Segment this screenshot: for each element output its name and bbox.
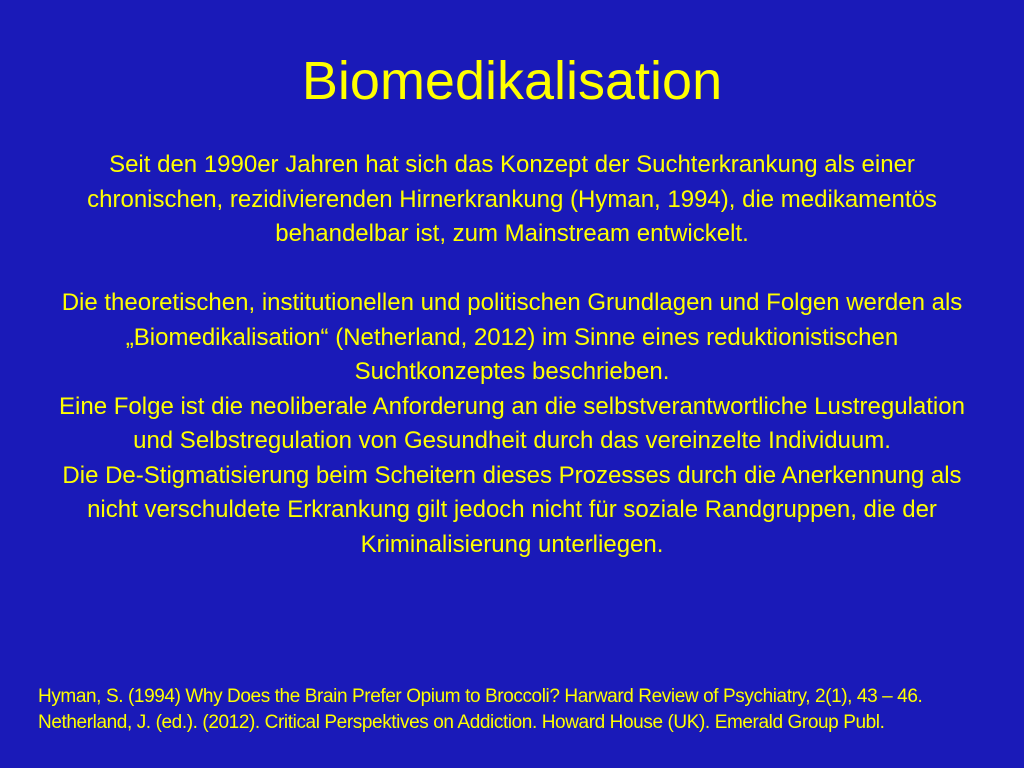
body-paragraph: Die De-Stigmatisierung beim Scheitern dieses Prozesses durch die Anerkennung als nicht verschuldete Erkrankung gilt jedoch nicht für soziale Randgruppen, die der Kriminalisierung unterliegen.: [62, 461, 962, 558]
reference-item: Hyman, S. (1994) Why Does the Brain Prefer Opium to Broccoli? Harward Review of Psychiatry, 2(1), 43 – 46.: [38, 686, 923, 707]
slide-title: Biomedikalisation: [301, 51, 723, 111]
slide-body: [40, 148, 984, 562]
body-paragraph: Eine Folge ist die neoliberale Anforderung an die selbstverantwortliche Lustregulation und Selbstregulation von Gesundheit durch das vereinzelte Individuum.: [59, 392, 965, 454]
body-paragraph: Seit den 1990er Jahren hat sich das Konzept der Suchterkrankung als einer chronischen, rezidivierenden Hirnerkrankung (Hyman, 1994), die medikamentös behandelbar ist, zum Mainstream entwickelt.: [87, 151, 937, 247]
body-paragraph: Die theoretischen, institutionellen und politischen Grundlagen und Folgen werden als „Biomedikalisation“ (Netherland, 2012) im Sinne eines reduktionistischen Suchtkonzeptes beschrieben.: [61, 289, 963, 385]
reference-item: Netherland, J. (ed.). (2012). Critical Perspektives on Addiction. Howard House (UK). Emerald Group Publ.: [38, 712, 885, 733]
references: [38, 684, 1008, 736]
